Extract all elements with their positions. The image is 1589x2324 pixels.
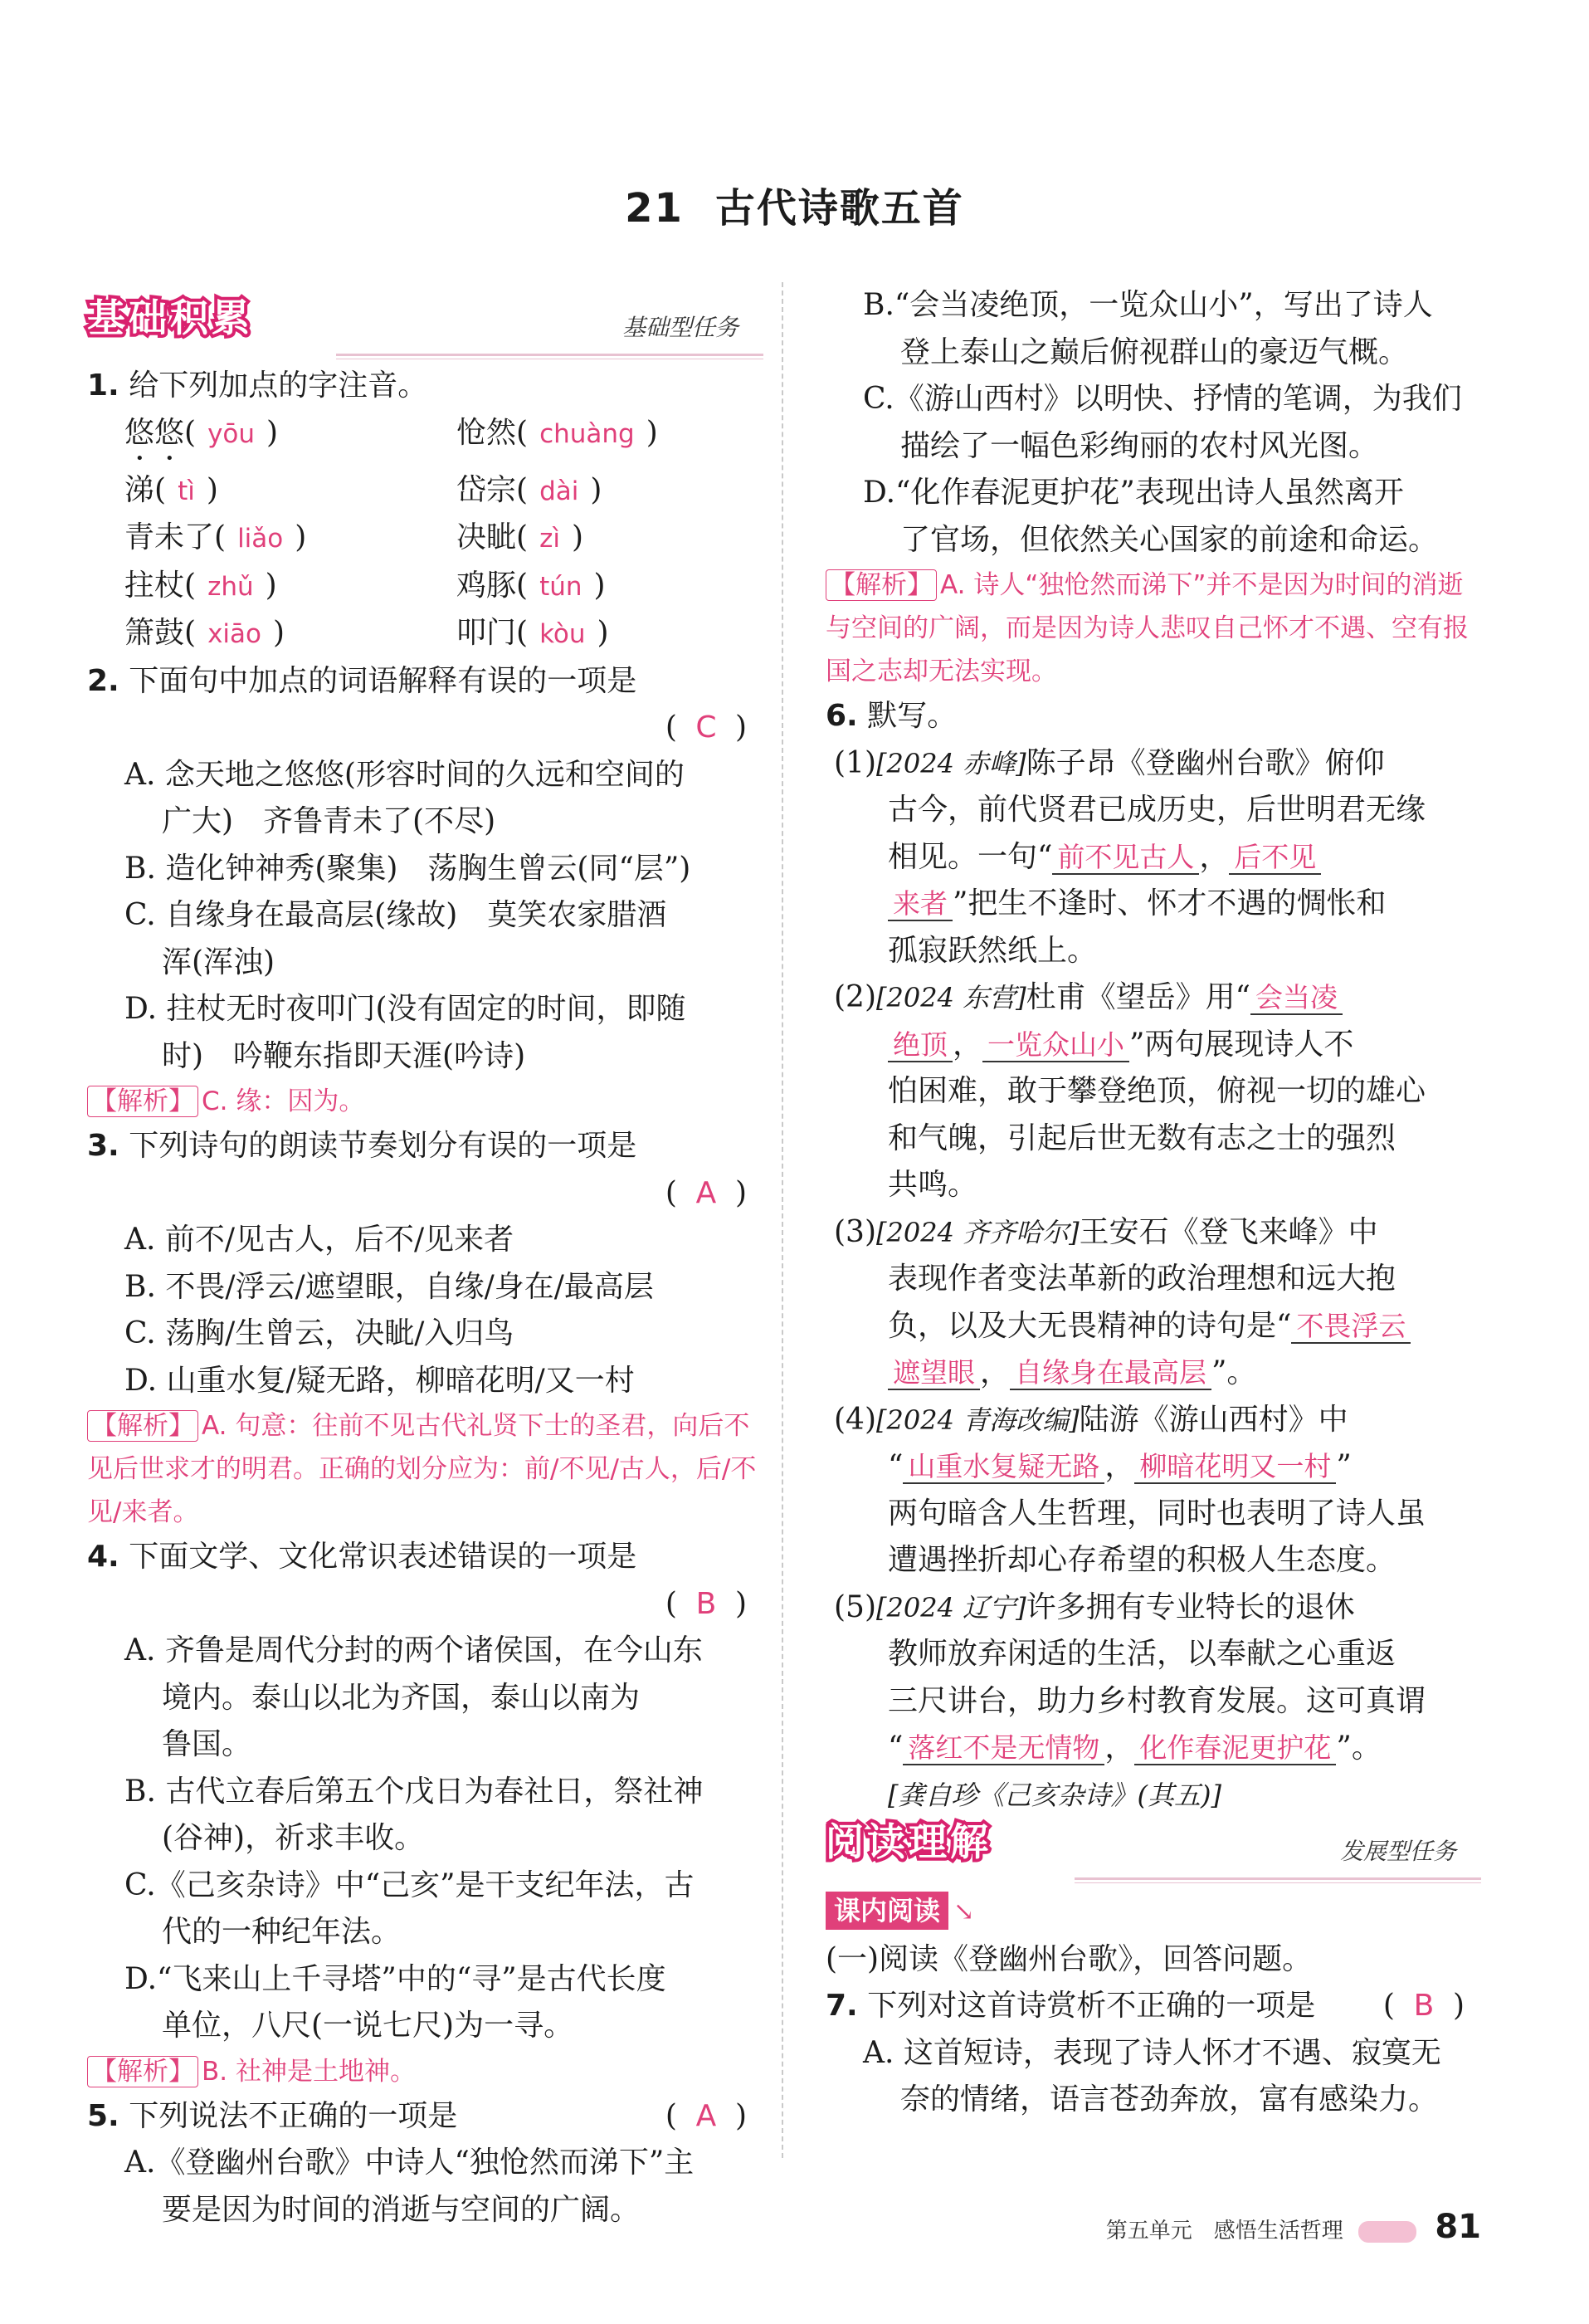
question-2 (87, 658, 763, 1124)
question-number: 1. (87, 369, 119, 403)
answer-letter: B (695, 1586, 717, 1621)
question-number: 4. (87, 1540, 119, 1574)
pinyin-item: 叩门( kòu ) (456, 616, 609, 650)
subquestion-4: (4)[2024 青海改编]陆游《游山西村》中 “ 山重水复疑无路 ， 柳暗花明又一村 ” 两句暗含人生哲理，同时也表明了诗人虽 遭遇挫折却心存希望的积极人生态度。 (834, 1402, 1426, 1577)
question-number: 3. (87, 1129, 119, 1163)
citation: [龚自珍《己亥杂诗》(其五)] (888, 1779, 1221, 1811)
option-a-cont: 广大) 齐鲁青未了(不尽) (162, 804, 496, 838)
option-c-cont: 浑(浑浊) (162, 945, 275, 979)
option-a: A.《登幽州台歌》中诗人“独怆然而涕下”主 (124, 2146, 695, 2180)
question-4 (87, 1534, 763, 2093)
q5-option-b-cont: 登上泰山之巅后俯视群山的豪迈气概。 (900, 334, 1409, 369)
question-3 (87, 1123, 763, 1534)
analysis-label: 【解析】 (826, 569, 937, 601)
question-number: 5. (87, 2098, 119, 2133)
option-a-cont: 奈的情绪，语言苍劲奔放，富有感染力。 (900, 2082, 1439, 2116)
source-tag: [2024 辽宁] (876, 1591, 1026, 1623)
question-stem: 下列诗句的朗读节奏划分有误的一项是 (129, 1129, 637, 1163)
option-d-cont: 单位，八尺(一说七尺)为一寻。 (162, 2009, 574, 2043)
answer-paren: ( A ) (665, 2093, 747, 2141)
arrow-icon: ↘ (953, 1897, 975, 1926)
publisher-logo-icon (1358, 2221, 1416, 2243)
left-column (87, 295, 763, 2234)
option-c: C. 自缘身在最高层(缘故) 莫笑农家腊酒 (124, 898, 667, 932)
reading-stem: (一)阅读《登幽州台歌》，回答问题。 (826, 1941, 1313, 1976)
source-tag: [2024 齐齐哈尔] (876, 1216, 1080, 1248)
answer-letter: B (1413, 1989, 1435, 2023)
pinyin-item: 涕( tì ) (124, 472, 218, 507)
q5-option-d-cont: 了官场，但依然关心国家的前途和命运。 (900, 522, 1439, 557)
option-a: A. 齐鲁是周代分封的两个诸侯国，在今山东 (124, 1633, 703, 1667)
source-tag: [2024 东营] (876, 982, 1026, 1013)
question-1 (87, 363, 763, 658)
analysis-label: 【解析】 (87, 2056, 198, 2087)
option-c: C.《己亥杂诗》中“己亥”是干支纪年法，古 (124, 1868, 695, 1902)
option-a: A. 这首短诗，表现了诗人怀才不遇、寂寞无 (863, 2035, 1441, 2070)
fill-blank: 落红不是无情物 (903, 1731, 1104, 1765)
pinyin-item: 悠悠( yōu ) (124, 415, 279, 450)
answer-letter: C (695, 710, 717, 745)
option-d: D. 山重水复/疑无路，柳暗花明/又一村 (124, 1363, 635, 1398)
section-rule-thin (1075, 1882, 1481, 1883)
fill-blank: 不畏浮云 (1291, 1310, 1411, 1344)
answer-letter: A (695, 2098, 717, 2133)
section-badge: 基础积累 (87, 295, 253, 340)
fill-blank: 柳暗花明又一村 (1134, 1450, 1336, 1484)
section-rule (336, 354, 763, 356)
option-a: A. 念天地之悠悠(形容时间的久远和空间的 (124, 757, 685, 792)
analysis: 【解析】 B. 社神是土地神。 (87, 2050, 763, 2093)
question-6 (826, 693, 1481, 1819)
subquestion-5: (5)[2024 辽宁]许多拥有专业特长的退休 教师放弃闲适的生活，以奉献之心重返 三尺讲台，助力乡村教育发展。这可真谓 “ 落红不是无情物 ， 化作春泥更护花 ”。 [龚自珍《己亥杂诗》(其五)] (826, 1584, 1481, 1819)
pinyin-item: 拄杖( zhǔ ) (124, 568, 277, 603)
pinyin-item: 怆然( chuàng ) (456, 415, 658, 450)
question-stem: 下面文学、文化常识表述错误的一项是 (129, 1540, 637, 1574)
section-rule (1075, 1877, 1481, 1880)
fill-blank: 后不见 (1229, 841, 1321, 875)
lesson-title: 古代诗歌五首 (714, 185, 964, 232)
section-tag: 发展型任务 (1339, 1837, 1456, 1865)
pinyin-item: 鸡豚( tún ) (456, 568, 606, 603)
fill-blank: 遮望眼 (888, 1356, 980, 1390)
page-number: 81 (1435, 2208, 1481, 2246)
fill-blank: 一览众山小 (982, 1028, 1129, 1062)
pinyin-item: 箫鼓( xiāo ) (124, 616, 285, 650)
option-b: B. 古代立春后第五个戊日为春社日，祭社神 (124, 1774, 704, 1809)
fill-blank: 会当凌 (1250, 981, 1343, 1015)
question-7 (826, 1983, 1481, 2124)
fill-blank: 自缘身在最高层 (1010, 1356, 1211, 1390)
right-column (826, 282, 1481, 2124)
question-number: 2. (87, 663, 119, 698)
option-b-cont: (谷神)，祈求丰收。 (162, 1821, 425, 1855)
option-a: A. 前不/见古人，后不/见来者 (124, 1223, 514, 1257)
fill-blank: 山重水复疑无路 (903, 1450, 1104, 1484)
fill-blank: 化作春泥更护花 (1134, 1731, 1336, 1765)
option-a-cont2: 鲁国。 (162, 1727, 252, 1761)
section-header-basic (87, 295, 763, 359)
option-d: D.“飞来山上千寻塔”中的“寻”是古代长度 (124, 1961, 666, 1996)
fill-blank: 来者 (888, 887, 953, 921)
page-footer (1106, 2208, 1481, 2246)
fill-blank: 前不见古人 (1052, 841, 1199, 875)
pinyin-item: 决眦( zì ) (456, 520, 583, 554)
lesson-number: 21 (625, 185, 684, 232)
q5-option-d: D.“化作春泥更护花”表现出诗人虽然离开 (863, 476, 1404, 510)
option-d: D. 拄杖无时夜叩门(没有固定的时间，即随 (124, 992, 686, 1026)
question-stem: 下面句中加点的词语解释有误的一项是 (129, 663, 637, 698)
answer-paren: ( B ) (1383, 1983, 1465, 2030)
question-stem: 给下列加点的字注音。 (129, 369, 428, 403)
subquestion-2: (2)[2024 东营]杜甫《望岳》用“ 会当凌 绝顶 ， 一览众山小 ”两句展现诗人不 怕困难，敢于攀登绝顶，俯视一切的雄心 和气魄，引起后世无数有志之士的强烈 共鸣。 (834, 980, 1426, 1202)
pinyin-item: 青未了( liǎo ) (124, 520, 307, 554)
unit-label: 第五单元 感悟生活哲理 (1105, 2219, 1343, 2243)
analysis-label: 【解析】 (87, 1410, 198, 1442)
subquestion-1: (1)[2024 赤峰]陈子昂《登幽州台歌》俯仰 古今，前代贤君已成历史，后世明君无缘 相见。一句“ 前不见古人 ， 后不见 来者 ”把生不逢时、怀才不遇的惆怅和 孤寂跃然纸上。 (834, 745, 1426, 968)
option-a-cont: 境内。泰山以北为齐国，泰山以南为 (162, 1680, 641, 1715)
option-a-cont: 要是因为时间的消逝与空间的广阔。 (162, 2192, 641, 2227)
option-b: B. 不畏/浮云/遮望眼，自缘/身在/最高层 (124, 1269, 654, 1304)
question-stem: 下列对这首诗赏析不正确的一项是 (867, 1989, 1316, 2023)
page-title (0, 176, 1589, 233)
answer-paren: ( A ) (87, 1170, 763, 1218)
analysis-label: 【解析】 (87, 1086, 198, 1117)
option-b: B. 造化钟神秀(聚集) 荡胸生曾云(同“层”) (124, 851, 691, 886)
subquestion-3: (3)[2024 齐齐哈尔]王安石《登飞来峰》中 表现作者变法革新的政治理想和远大抱 负，以及大无畏精神的诗句是“ 不畏浮云 遮望眼 ， 自缘身在最高层 ”。 (826, 1209, 1481, 1397)
question-number: 7. (826, 1989, 858, 2023)
q5-option-c-cont: 描绘了一幅色彩绚丽的农村风光图。 (900, 428, 1379, 463)
pinyin-item: 岱宗( dài ) (456, 472, 602, 507)
option-c: C. 荡胸/生曾云，决眦/入归鸟 (124, 1316, 514, 1350)
answer-paren: ( B ) (87, 1581, 763, 1628)
question-stem: 下列说法不正确的一项是 (129, 2098, 458, 2133)
q5-option-b: B.“会当凌绝顶，一览众山小”，写出了诗人 (863, 288, 1433, 322)
analysis: 【解析】 A. 句意：往前不见古代礼贤下士的圣君，向后不见后世求才的明君。正确的划分应为：前/不见/古人，后/不见/来者。 (87, 1411, 757, 1527)
source-tag: [2024 赤峰] (876, 747, 1026, 779)
fill-blank: 绝顶 (888, 1028, 953, 1062)
pinyin-grid (87, 410, 763, 658)
in-class-reading-tag: 课内阅读 (826, 1892, 948, 1930)
q5-option-c: C.《游山西村》以明快、抒情的笔调，为我们 (863, 382, 1462, 416)
answer-letter: A (695, 1175, 717, 1210)
section-tag: 基础型任务 (621, 313, 738, 341)
analysis: 【解析】 A. 诗人“独怆然而涕下”并不是因为时间的消逝与空间的广阔，而是因为诗人悲叹自己怀才不遇、空有报国之志却无法实现。 (826, 570, 1469, 686)
section-badge: 阅读理解 (826, 1819, 992, 1864)
question-stem: 默写。 (867, 699, 958, 733)
question-5 (87, 2093, 763, 2234)
option-c-cont: 代的一种纪年法。 (162, 1915, 402, 1949)
section-header-reading (826, 1819, 1481, 1883)
question-number: 6. (826, 699, 858, 733)
answer-paren: ( C ) (87, 705, 763, 752)
source-tag: [2024 青海改编] (876, 1404, 1080, 1436)
analysis: 【解析】 C. 缘：因为。 (87, 1080, 763, 1123)
option-d-cont: 时) 吟鞭东指即天涯(吟诗) (162, 1038, 526, 1073)
